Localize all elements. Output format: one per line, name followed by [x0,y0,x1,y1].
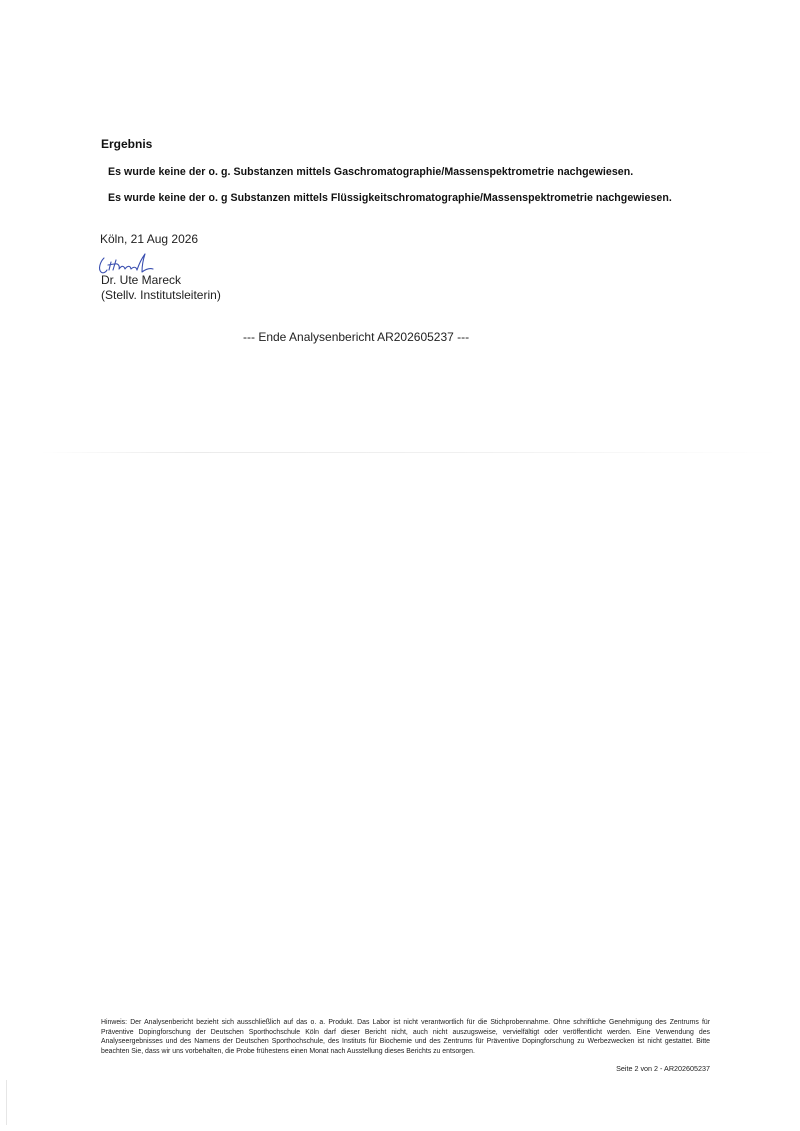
scan-artifact-line [40,452,780,453]
place-date: Köln, 21 Aug 2026 [100,232,199,246]
report-end-marker: --- Ende Analysenbericht AR202605237 --- [243,330,470,344]
result-heading: Ergebnis [101,137,153,151]
signer-role: (Stellv. Institutsleiterin) [101,288,221,302]
signer-name: Dr. Ute Mareck [101,273,182,287]
result-line-gcms: Es wurde keine der o. g. Substanzen mittels Gaschromatographie/Massenspektrometrie nachgewiesen. [108,166,634,178]
footer-disclaimer: Hinweis: Der Analysenbericht bezieht sich ausschließlich auf das o. a. Produkt. Das Labor ist nicht verantwortlich für die Stichprobennahme. Ohne schriftliche Genehmigung des Zentrums für Präventive Dopingforschung der Deutschen Sporthochschule Köln darf dieser Bericht nicht, auch nicht auszugsweise, vervielfältigt oder veröffentlicht werden. Eine Verwendung des Analyseergebnisses und des Namens der Deutschen Sporthochschule, des Instituts für Biochemie und des Zentrums für Präventive Dopingforschung zu Werbezwecken ist nicht gestattet. Bitte beachten Sie, dass wir uns vorbehalten, die Probe frühestens einen Monat nach Ausstellung dieses Berichts zu entsorgen. [101,1019,710,1055]
scan-edge-artifact [6,1080,7,1125]
result-line-lcms: Es wurde keine der o. g Substanzen mittels Flüssigkeitschromatographie/Massenspektrometrie nachgewiesen. [108,192,672,204]
page-number: Seite 2 von 2 - AR202605237 [616,1064,710,1073]
